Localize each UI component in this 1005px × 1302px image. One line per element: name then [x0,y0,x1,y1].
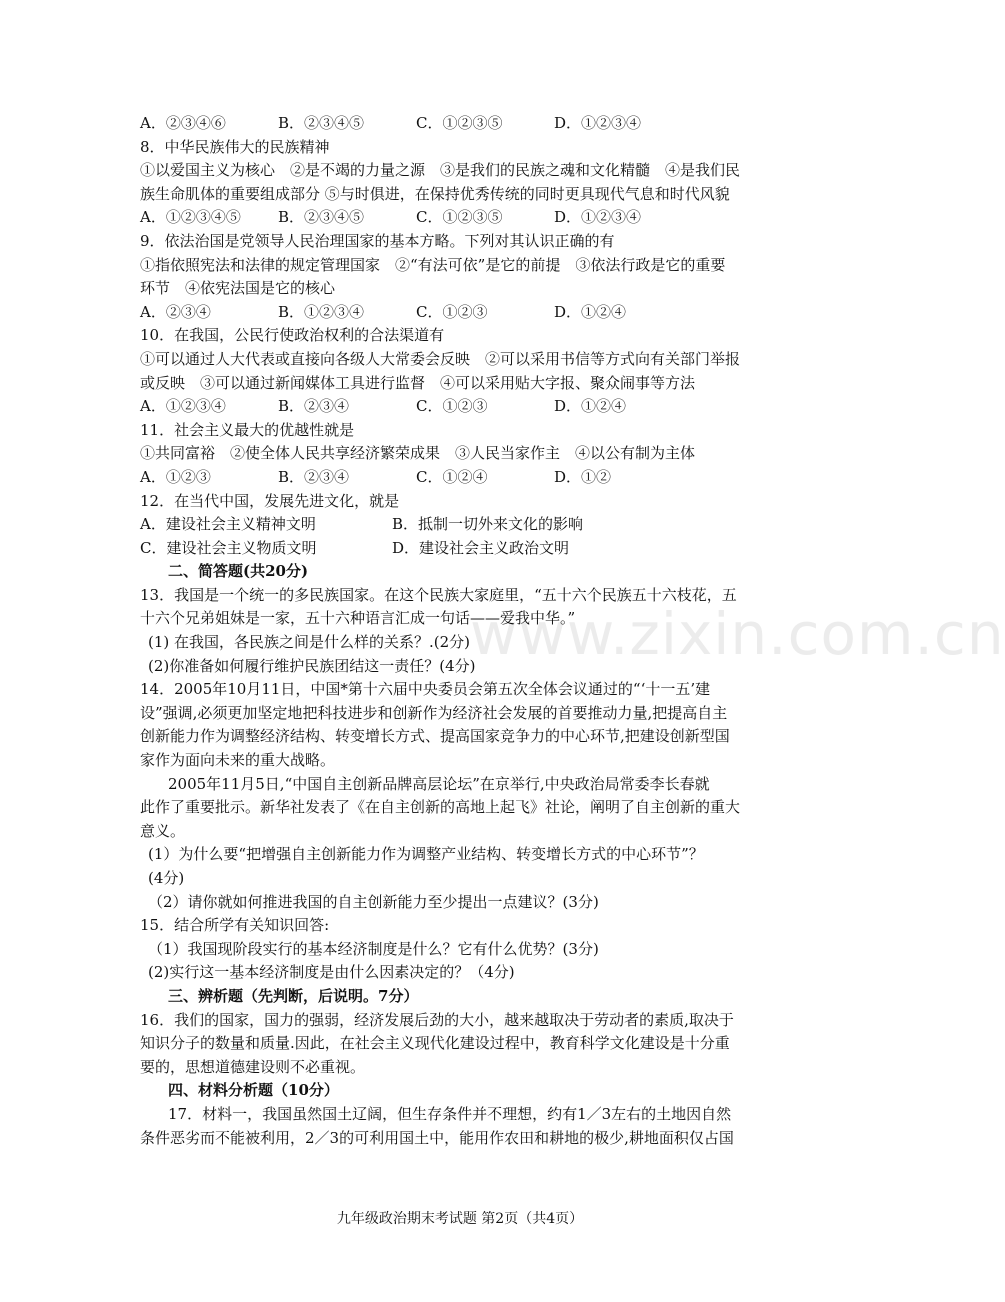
sub-question-line: (1) 在我国，各民族之间是什么样的关系？.(2分) [148,633,471,652]
answer-option: A．②③④ [140,302,211,321]
answer-option: B．②③④ [278,467,350,486]
text-line: 环节 ④依宪法国是它的核心 [140,279,336,298]
text-line: 8．中华民族伟大的民族精神 [140,137,330,156]
answer-options-row [140,513,780,537]
sub-question-line: (2)实行这一基本经济制度是由什么因素决定的？（4分) [148,963,515,982]
text-line: ①共同富裕 ②使全体人民共享经济繁荣成果 ③人民当家作主 ④以公有制为主体 [140,444,696,463]
answer-options-row [140,206,780,230]
answer-option: A．建设社会主义精神文明 [140,515,316,534]
answer-option: A．①②③④ [140,397,226,416]
answer-option: B．②③④⑤ [278,114,365,132]
answer-options-row [140,301,780,325]
text-line: ①以爱国主义为核心 ②是不竭的力量之源 ③是我们的民族之魂和文化精髓 ④是我们民 [140,161,741,180]
text-line: 意义。 [140,821,186,840]
section-heading: 三、辨析题（先判断，后说明。7分） [168,986,419,1005]
answer-options-row [140,537,780,561]
text-line: 11．社会主义最大的优越性就是 [140,420,355,439]
answer-option: C．①②③⑤ [416,114,503,132]
answer-option: D．①②④ [554,302,627,321]
text-line: 13．我国是一个统一的多民族国家。在这个民族大家庭里，“五十六个民族五十六枝花，五 [140,585,737,604]
text-line: 知识分子的数量和质量.因此，在社会主义现代化建设过程中，教育科学文化建设是十分重 [140,1034,730,1053]
text-line: ①指依照宪法和法律的规定管理国家 ②“有法可依”是它的前提 ③依法行政是它的重要 [140,255,726,274]
answer-options-row [140,466,780,490]
answer-option: C．①②③ [416,397,488,416]
text-line: 15．结合所学有关知识回答: [140,916,330,935]
text-line: 9．依法治国是党领导人民治理国家的基本方略。下列对其认识正确的有 [140,231,615,250]
text-line: 要的，思想道德建设则不必重视。 [140,1057,366,1076]
answer-options-row [140,395,780,419]
text-line: 10．在我国，公民行使政治权利的合法渠道有 [140,326,445,345]
answer-option: D．①②④ [554,397,627,416]
answer-option: C．①②④ [416,467,488,486]
sub-question-line: (4分) [148,869,185,887]
sub-question-line: (1）为什么要“把增强自主创新能力作为调整产业结构、转变增长方式的中心环节”？ [148,845,704,864]
section-heading: 二、简答题(共20分) [168,562,309,581]
text-line: 14．2005年10月11日，中国*第十六届中央委员会第五次全体会议通过的“‘十一五’建 [140,680,711,699]
text-line: 条件恶劣而不能被利用，2／3的可利用国土中，能用作农田和耕地的极少,耕地面积仅占国 [140,1128,734,1147]
sub-question-line: （1）我国现阶段实行的基本经济制度是什么？它有什么优势？(3分) [148,939,599,958]
text-line: 十六个兄弟姐妹是一家，五十六种语言汇成一句话——爱我中华。” [140,609,576,628]
exam-page-body [140,112,780,1150]
answer-option: B．②③④⑤ [278,208,365,227]
answer-option: D．①②③④ [554,114,642,132]
text-line: 创新能力作为调整经济结构、转变增长方式、提高国家竞争力的中心环节,把建设创新型国 [140,727,730,746]
text-line: 家作为面向未来的重大战略。 [140,751,336,770]
sub-question-line: （2）请你就如何推进我国的自主创新能力至少提出一点建议？(3分) [148,892,599,911]
text-line: ①可以通过人大代表或直接向各级人大常委会反映 ②可以采用书信等方式向有关部门举报 [140,349,741,368]
watermark: www.zixin.com.cn [470,600,1005,668]
paragraph-line: 17．材料一，我国虽然国土辽阔，但生存条件并不理想，约有1／3左右的土地因自然 [168,1104,732,1123]
page-footer: 九年级政治期末考试题 第2页（共4页） [336,1211,584,1227]
text-line: 设”强调,必须更加坚定地把科技进步和创新作为经济社会发展的首要推动力量,把提高自主 [140,703,728,722]
answer-option: A．①②③ [140,467,211,486]
sub-question-line: (2)你准备如何履行维护民族团结这一责任？(4分) [148,656,476,675]
text-line: 族生命肌体的重要组成部分 ⑤与时俱进，在保持优秀传统的同时更具现代气息和时代风貌 [140,184,730,203]
answer-option: C．①②③ [416,302,488,321]
answer-options-row [140,112,780,136]
answer-option: D．①②③④ [554,208,642,227]
text-line: 16．我们的国家，国力的强弱，经济发展后劲的大小，越来越取决于劳动者的素质,取决于 [140,1010,734,1029]
answer-option: A．②③④⑥ [140,114,226,132]
text-line: 此作了重要批示。新华社发表了《在自主创新的高地上起飞》社论，阐明了自主创新的重大 [140,798,741,817]
section-heading: 四、材料分析题（10分） [168,1081,339,1100]
answer-option: A．①②③④⑤ [140,208,241,227]
answer-option: D．①② [554,467,612,486]
answer-option: C．建设社会主义物质文明 [140,538,317,557]
paragraph-line: 2005年11月5日,“中国自主创新品牌高层论坛”在京举行,中央政治局常委李长春就 [168,774,710,793]
text-line: 或反映 ③可以通过新闻媒体工具进行监督 ④可以采用贴大字报、聚众闹事等方法 [140,373,696,392]
answer-option: C．①②③⑤ [416,208,503,227]
answer-option: B．②③④ [278,397,350,416]
text-line: 12．在当代中国，发展先进文化，就是 [140,491,400,510]
answer-option: B．抵制一切外来文化的影响 [392,515,584,534]
answer-option: D．建设社会主义政治文明 [392,538,570,557]
answer-option: B．①②③④ [278,302,365,321]
